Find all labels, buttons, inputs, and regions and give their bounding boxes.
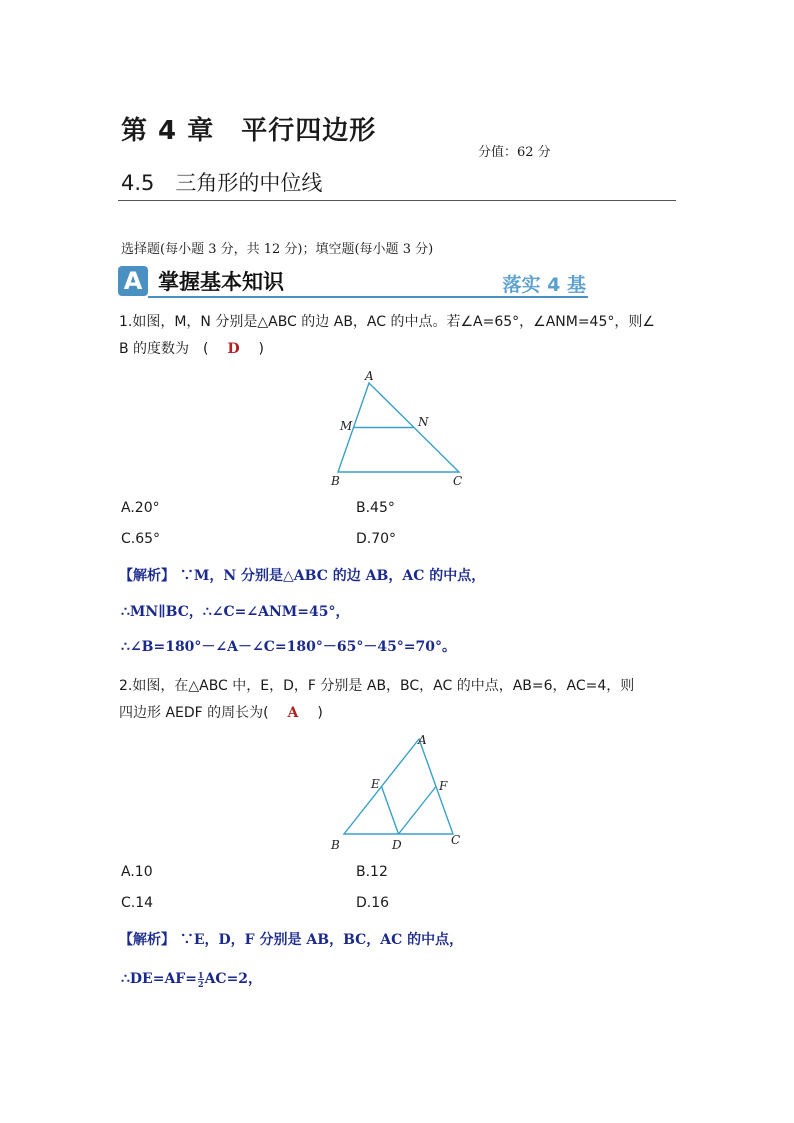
q1-answer: D [227, 341, 240, 357]
q2-option-a: A.10 [121, 864, 153, 880]
q2-label-f: F [439, 779, 448, 793]
question-2 [119, 673, 679, 727]
banner-title: 掌握基本知识 [158, 270, 284, 294]
q2-segment-df [399, 787, 437, 835]
section-title: 4.5 三角形的中位线 [121, 171, 323, 195]
q1-label-a: A [365, 369, 374, 383]
q2-triangle-figure [325, 730, 470, 855]
header-divider [118, 200, 676, 201]
q1-solution-line2: ∴MN∥BC，∴∠C=∠ANM=45°， [121, 604, 350, 620]
q1-triangle-figure [320, 365, 480, 490]
q2-label-e: E [371, 777, 380, 791]
q2-solution-line2: ∴DE=AF= $\frac{1}{2}$ AC=2， [121, 969, 263, 989]
q1-stem-line1: 1.如图，M，N 分别是△ABC 的边 AB，AC 的中点。若∠A=65°，∠ANM=45°，则∠ [119, 314, 655, 330]
q2-option-b: B.12 [356, 864, 388, 880]
q1-solution-line3: ∴∠B=180°－∠A－∠C=180°－65°－45°=70°。 [121, 639, 457, 655]
question-1 [119, 309, 679, 363]
q2-label-a: A [418, 733, 427, 747]
section-banner [118, 266, 588, 300]
q1-option-b: B.45° [356, 500, 395, 516]
q1-solution-line1: 【解析】 ∵M，N 分别是△ABC 的边 AB，AC 的中点， [119, 568, 486, 584]
q2-solution-tag: 【解析】 [119, 932, 175, 948]
q1-label-c: C [453, 474, 463, 488]
q2-stem-line1: 2.如图，在△ABC 中，E，D，F 分别是 AB，BC，AC 的中点，AB=6，AC=4，则 [119, 678, 635, 694]
q1-label-m: M [340, 419, 353, 433]
q2-label-d: D [392, 838, 402, 852]
q2-answer: A [287, 705, 299, 721]
q2-stem-line2: 四边形 AEDF 的周长为( A ) [119, 705, 323, 721]
banner-right-label: 落实 4 基 [502, 274, 586, 296]
q1-label-b: B [331, 474, 340, 488]
chapter-title: 第 4 章 平行四边形 [121, 116, 377, 146]
q1-option-d: D.70° [356, 531, 397, 547]
q1-solution-tag: 【解析】 [119, 568, 175, 584]
q2-label-b: B [331, 838, 340, 852]
intro-text: 选择题(每小题 3 分，共 12 分)；填空题(每小题 3 分) [121, 242, 434, 257]
q1-label-n: N [418, 415, 429, 429]
score-label: 分值：62 分 [478, 145, 551, 160]
q1-option-a: A.20° [121, 500, 160, 516]
q2-option-c: C.14 [121, 895, 154, 911]
banner-underline [148, 296, 588, 298]
q2-segment-ed [382, 787, 399, 835]
q2-triangle [344, 739, 453, 834]
q1-stem-line2: B 的度数为 ( D ) [119, 341, 264, 357]
q2-solution-line1: 【解析】 ∵E，D，F 分别是 AB，BC，AC 的中点， [119, 932, 464, 948]
fraction-one-half: $\frac{1}{2}$ [197, 969, 204, 989]
q2-option-d: D.16 [356, 895, 390, 911]
q2-label-c: C [451, 833, 461, 847]
level-badge: A [118, 266, 148, 296]
q1-option-c: C.65° [121, 531, 161, 547]
